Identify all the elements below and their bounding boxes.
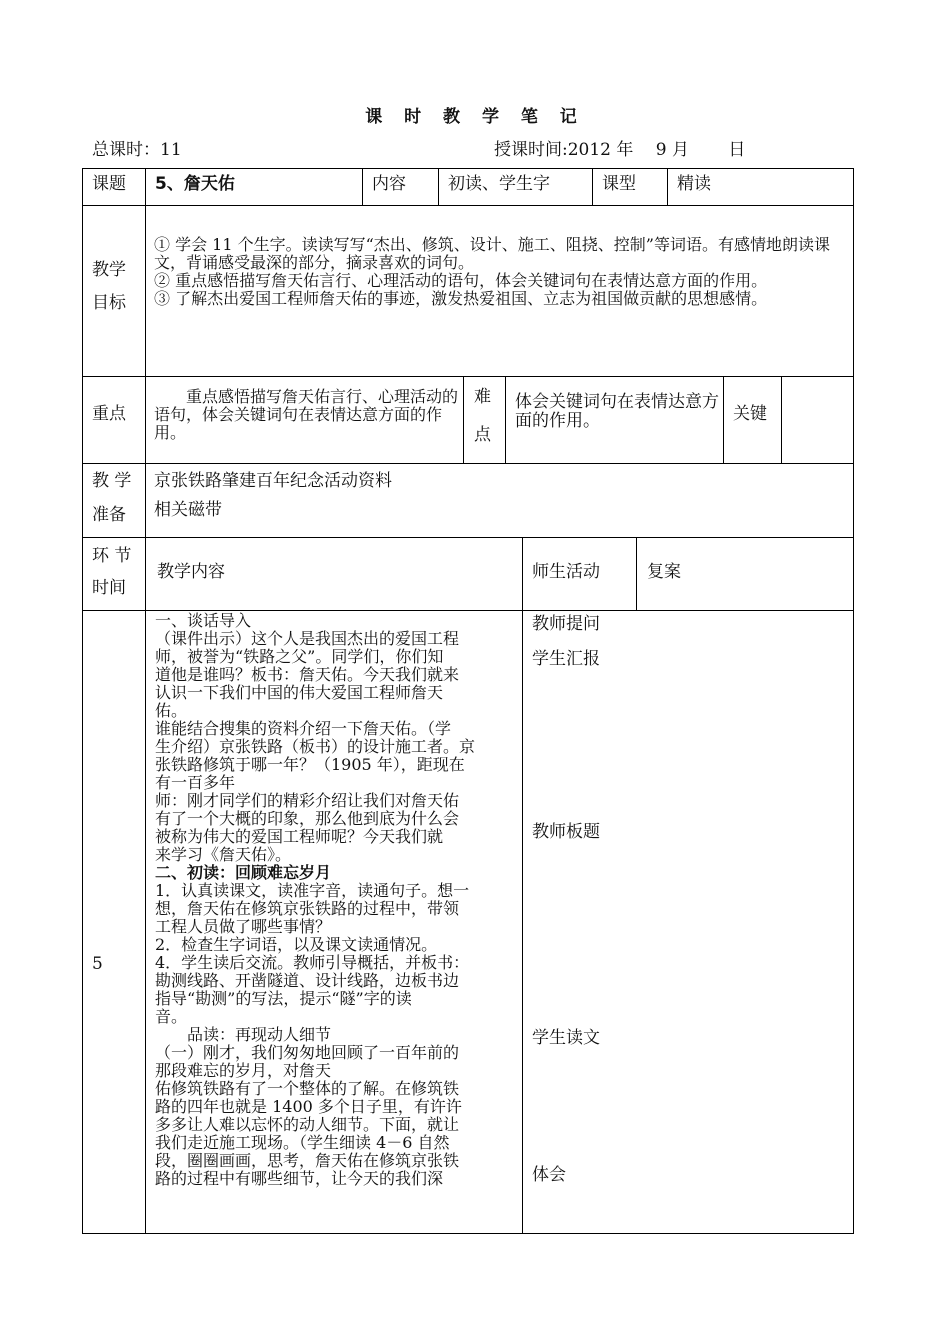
- type-value: 精读: [677, 174, 711, 194]
- difficulty-label-2: 点: [474, 425, 491, 445]
- page-title: 课 时 教 学 笔 记: [365, 107, 585, 127]
- activity-teacher-question: 教师提问: [532, 614, 600, 634]
- lesson-time: 5: [92, 954, 103, 974]
- lesson-line: 路的四年也就是 1400 多个日子里，有许许: [155, 1097, 462, 1116]
- activity-student-report: 学生汇报: [532, 649, 600, 669]
- lesson-content: [155, 612, 519, 1188]
- focus-text: [154, 388, 458, 442]
- prep-label-2: 准备: [92, 505, 126, 525]
- lesson-section-heading: 二、初读：回顾难忘岁月: [155, 863, 332, 882]
- focus-text-body: 重点感悟描写詹天佑言行、心理活动的语句，体会关键词句在表情达意方面的作用。: [154, 387, 459, 442]
- goal-item-3: ③ 了解杰出爱国工程师詹天佑的事迹，激发热爱祖国、立志为祖国做贡献的思想感情。: [154, 289, 768, 308]
- prep-label-1: 教 学: [92, 471, 132, 491]
- lesson-line: 一、谈话导入: [155, 611, 252, 630]
- stage-label-2: 时间: [92, 578, 126, 598]
- lesson-line: 勘测线路、开凿隧道、设计线路，边板书边: [155, 971, 460, 990]
- lesson-line: 谁能结合搜集的资料介绍一下詹天佑。（学: [155, 719, 452, 738]
- lesson-line: 1．认真读课文，读准字音，读通句子。想一: [155, 881, 470, 900]
- lesson-line: 有一百多年: [155, 773, 236, 792]
- lesson-line: 4．学生读后交流。教师引导概括，并板书：: [155, 953, 470, 972]
- prep-line-2: 相关磁带: [154, 500, 222, 520]
- difficulty-label-1: 难: [474, 387, 491, 407]
- type-label: 课型: [602, 174, 636, 194]
- lesson-line: 道他是谁吗？板书：詹天佑。今天我们就来: [155, 665, 460, 684]
- activity-student-read: 学生读文: [532, 1028, 600, 1048]
- difficulty-text: 体会关键词句在表情达意方面的作用。: [515, 392, 719, 431]
- goals-label-1: 教学: [92, 260, 126, 280]
- lesson-line: （一）刚才，我们匆匆地回顾了一百年前的: [155, 1043, 460, 1062]
- content-label: 内容: [372, 174, 406, 194]
- lesson-line: 被称为伟大的爱国工程师呢？今天我们就: [155, 827, 444, 846]
- lesson-line: 生介绍）京张铁路（板书）的设计施工者。京: [155, 737, 476, 756]
- focus-label: 重点: [92, 404, 126, 424]
- goal-item-1: ① 学会 11 个生字。读读写写“杰出、修筑、设计、施工、阻挠、控制”等词语。有感情地朗读课文，背诵感受最深的部分，摘录喜欢的词句。: [154, 235, 830, 272]
- lesson-line: 来学习《詹天佑》。: [155, 845, 292, 864]
- content-value: 初读、学生字: [448, 174, 550, 194]
- total-lessons: 总课时：11: [92, 140, 182, 160]
- lesson-line: 我们走近施工现场。（学生细读 4－6 自然: [155, 1133, 450, 1152]
- lesson-line: 张铁路修筑于哪一年？（1905 年），距现在: [155, 755, 465, 774]
- stage-label-1: 环 节: [92, 546, 132, 566]
- lesson-line: 佑。: [155, 701, 188, 720]
- topic-label: 课题: [92, 174, 126, 194]
- lesson-line: 路的过程中有哪些细节，让今天的我们深: [155, 1169, 444, 1188]
- content-header: 教学内容: [157, 562, 225, 582]
- goals-list: [154, 236, 848, 308]
- lesson-line: 认识一下我们中国的伟大爱国工程师詹天: [155, 683, 444, 702]
- goal-item-2: ② 重点感悟描写詹天佑言行、心理活动的语句，体会关键词句在表情达意方面的作用。: [154, 271, 768, 290]
- activity-experience: 体会: [532, 1165, 566, 1185]
- teach-time: 授课时间:2012 年 9 月 日: [494, 140, 746, 160]
- lesson-line: 2．检查生字词语，以及课文读通情况。: [155, 935, 438, 954]
- lesson-line: 那段难忘的岁月，对詹天: [155, 1061, 332, 1080]
- activity-header: 师生活动: [532, 562, 600, 582]
- lesson-line: 师：刚才同学们的精彩介绍让我们对詹天佑: [155, 791, 460, 810]
- activity-teacher-board: 教师板题: [532, 822, 600, 842]
- lesson-line: （课件出示）这个人是我国杰出的爱国工程: [155, 629, 460, 648]
- lesson-line: 品读：再现动人细节: [155, 1025, 332, 1044]
- lesson-line: 指导“勘测”的写法，提示“隧”字的读: [155, 989, 412, 1008]
- lesson-line: 音。: [155, 1007, 188, 1026]
- goals-label-2: 目标: [92, 293, 126, 313]
- lesson-line: 段，圈圈画画，思考，詹天佑在修筑京张铁: [155, 1151, 460, 1170]
- lesson-line: 多多让人难以忘怀的动人细节。下面，就让: [155, 1115, 460, 1134]
- lesson-line: 工程人员做了哪些事情？: [155, 917, 332, 936]
- lesson-line: 师，被誉为“铁路之父”。同学们，你们知: [155, 647, 444, 666]
- lesson-line: 佑修筑铁路有了一个整体的了解。在修筑铁: [155, 1079, 460, 1098]
- lesson-line: 想，詹天佑在修筑京张铁路的过程中，带领: [155, 899, 460, 918]
- prep-line-1: 京张铁路肇建百年纪念活动资料: [154, 471, 392, 491]
- key-label: 关键: [733, 404, 767, 424]
- lesson-line: 有了一个大概的印象，那么他到底为什么会: [155, 809, 460, 828]
- review-header: 复案: [647, 562, 681, 582]
- topic-value: 5、詹天佑: [155, 174, 235, 194]
